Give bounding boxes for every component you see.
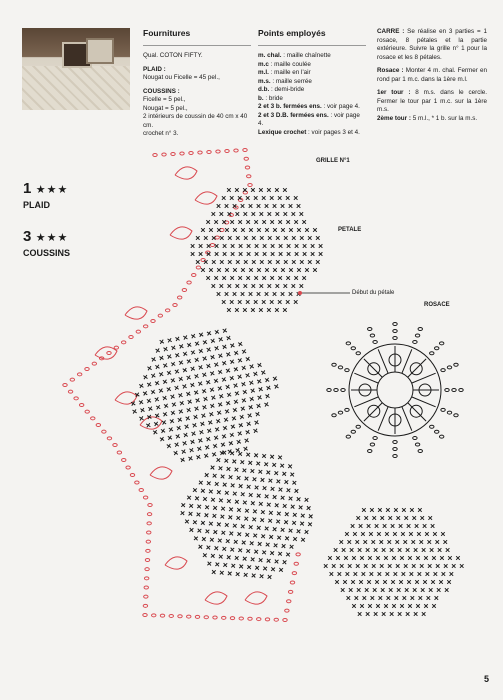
product-photo [22, 28, 130, 110]
stars-icon: ★★★ [35, 184, 69, 196]
points-column [258, 28, 366, 137]
rosace-text: Monter 4 m. chal. Fermer en rond par 1 m.c. dans la 1ère m.l. [377, 67, 488, 83]
badge-label: PLAID [23, 200, 50, 210]
plaid-label: PLAID : [143, 65, 166, 73]
debut-pointer-dot [298, 291, 302, 295]
crochet-diagram [55, 145, 485, 655]
grille-label: GRILLE N°1 [316, 158, 350, 164]
petale-label: PETALE [338, 227, 362, 233]
rosace-label: ROSACE [424, 302, 450, 308]
stitch-item: 2 et 3 b. fermées ens. : voir page 4. [258, 103, 360, 111]
stitch-item: m.c : maille coulée [258, 60, 311, 68]
tour2-label: 2ème tour : [377, 114, 411, 122]
qual-text: Qual. COTON FIFTY. [143, 52, 203, 60]
coussins-label: COUSSINS : [143, 87, 180, 95]
carre-column [377, 28, 487, 128]
difficulty-number: 1 [23, 180, 32, 197]
stitch-item: 2 et 3 D.B. fermées ens. : voir page 4. [258, 111, 360, 128]
debut-label: Début du pétale [352, 290, 395, 296]
stars-icon: ★★★ [35, 232, 69, 244]
petal-stitches [121, 188, 463, 616]
carre-text: Se réalise en 3 parties = 1 rosace, 8 pétales et la partie extérieure. Suivre la grille n° 1 pour la rosace et les 8 pétales. [377, 28, 487, 61]
stitch-item: m.l. : maille en l'air [258, 69, 311, 77]
carre-label: CARRE : [377, 28, 405, 35]
page-number: 5 [483, 674, 489, 684]
rosace-label: Rosace : [377, 67, 404, 74]
stitch-item: Lexique crochet : voir pages 3 et 4. [258, 128, 360, 136]
coussins-line: Nougat = 5 pel., [143, 104, 188, 112]
stitch-item: b. : bride [258, 94, 283, 102]
stitch-item: d.b. : demi-bride [258, 86, 305, 94]
plaid-text: Nougat ou Ficelle = 45 pel., [143, 74, 220, 82]
points-heading: Points employés [258, 28, 326, 38]
coussins-line: 2 intérieurs de coussin de 40 cm x 40 cm. [143, 113, 248, 129]
tour1-text: 8 m.s. dans le cercle. Fermer le tour par 1 m.c. sur la 1ère m.s. [377, 89, 488, 113]
badge-label: COUSSINS [23, 248, 71, 258]
outer-border-stitches [63, 149, 301, 622]
coussins-line: Ficelle = 5 pel., [143, 96, 186, 104]
stitch-item: m. chal. : maille chaînette [258, 52, 331, 60]
fournitures-heading: Fournitures [143, 28, 191, 38]
difficulty-number: 3 [23, 228, 32, 245]
tour2-text: 5 m.l., * 1 b. sur la m.s. [412, 114, 478, 122]
stitch-item: m.s. : maille serrée [258, 77, 312, 85]
rosace-motif [327, 323, 463, 458]
coussins-line: crochet n° 3. [143, 130, 179, 138]
tour1-label: 1er tour : [377, 89, 411, 96]
fournitures-column [143, 28, 251, 144]
